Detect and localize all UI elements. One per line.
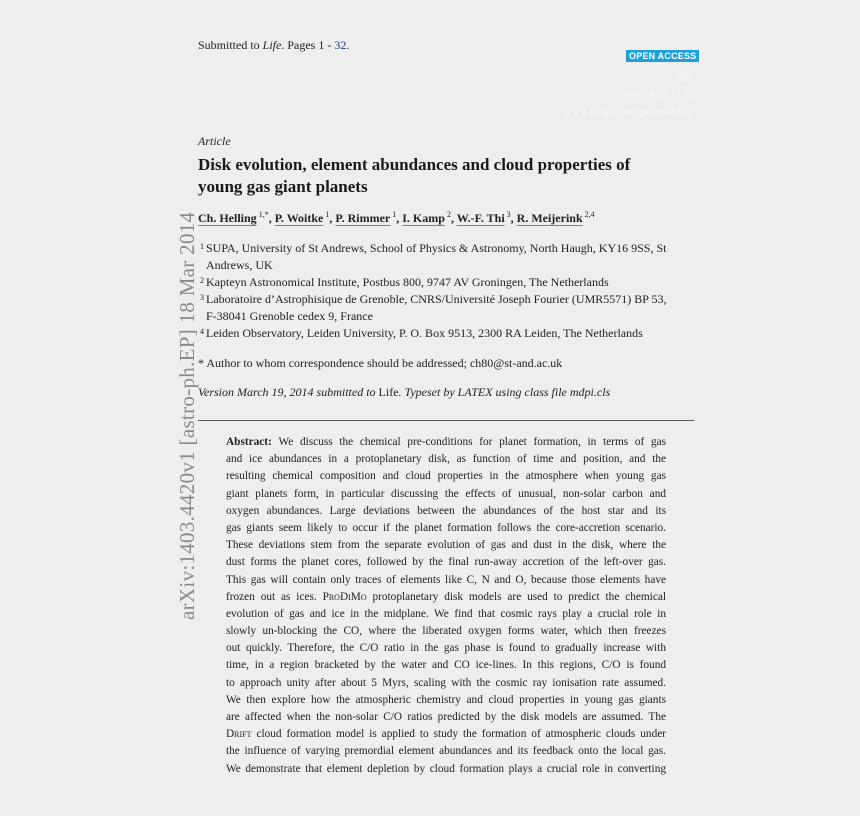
- abstract-line: time, in a region bracketed by the water and CO ice-lines. In this regions, C/O is found: [226, 659, 666, 672]
- abstract-line: Abstract: We discuss the chemical pre-conditions for planet formation, in terms of gas: [226, 436, 666, 448]
- affiliation-text: Laboratoire d’Astrophisique de Grenoble, CNRS/Université Joseph Fourier (UMR5571) BP 53,: [206, 292, 667, 306]
- author-name[interactable]: P. Rimmer: [335, 211, 391, 225]
- latex-logo: LATEX: [457, 385, 493, 399]
- author-name[interactable]: Ch. Helling: [198, 211, 257, 225]
- abstract-line: This gas will contain only traces of elements like C, N and O, because those elements have: [226, 573, 666, 586]
- abstract-line: are affected when the non-solar C/O ratios predicted by the disk models are assumed. The: [226, 711, 666, 723]
- submission-line: Submitted to Life. Pages 1 - 32.: [198, 38, 350, 52]
- author-affiliation-mark: 1: [323, 210, 330, 219]
- affiliation-item: [198, 274, 670, 291]
- section-divider: [198, 420, 694, 421]
- affiliation-item: [198, 240, 670, 274]
- version-line: Version March 19, 2014 submitted to Life. Typeset by LATEX using class file mdpi.cls: [198, 385, 611, 399]
- abstract-line: These deviations stem from the separate evolution of gas and dust in the disk, where the: [226, 539, 666, 552]
- affiliation-item: [198, 291, 670, 325]
- author-list: Ch. Helling $^{1,*}$, P. Woitke $^1$, P. Rimmer $^1$, I. Kamp $^2$, W.-F. Thi $^3$, R. Meijerink $^{2,4}$: [198, 210, 595, 225]
- affiliation-text: Leiden Observatory, Leiden University, P. O. Box 9513, 2300 RA Leiden, The Netherlands: [206, 326, 643, 340]
- article-type: Article: [198, 134, 231, 148]
- affiliation-number: 4: [200, 327, 204, 336]
- abstract-line: out quickly. Therefore, the C/O ratio in the gas phase is found to gradually increase with: [226, 642, 666, 655]
- author-affiliation-mark: 1,*: [256, 210, 269, 219]
- affiliation-text: SUPA, University of St Andrews, School of Physics & Astronomy, North Haugh, KY16 9SS, St: [206, 241, 667, 255]
- affiliation-number: 1: [200, 242, 204, 251]
- author-name[interactable]: P. Woitke: [274, 211, 324, 225]
- author-affiliation-mark: 1: [390, 210, 397, 219]
- abstract-line: oxygen abundances. Large deviations between the abundances of the host star and its: [226, 504, 666, 517]
- affiliation-number: 2: [200, 276, 204, 285]
- abstract-line: giant planets form, in particular discussing the effects of unusual, non-solar carbon and: [226, 487, 666, 500]
- abstract-line: and ice abundances in a protoplanetary disk, as function of time and position, and the: [226, 453, 666, 466]
- abstract-line: slowly un-blocking the CO, where the liberated oxygen forms water, which then freezes: [226, 625, 666, 638]
- abstract-line: the influence of varying premordial element abundances and its feedback onto the local gas.: [226, 745, 666, 758]
- pages-link[interactable]: 32: [334, 38, 347, 52]
- affiliation-text: Kapteyn Astronomical Institute, Postbus 800, 9747 AV Groningen, The Netherlands: [206, 275, 609, 289]
- affiliations: [198, 240, 670, 342]
- abstract-line: evolution of gas and ice in the midplane. We find that cosmic rays play a crucial role in: [226, 607, 666, 620]
- abstract-label: Abstract:: [226, 436, 279, 448]
- arxiv-side-stamp: arXiv:1403.4420v1 [astro-ph.EP] 18 Mar 2014: [175, 211, 199, 620]
- correspondence-note: * Author to whom correspondence should be addressed; ch80@st-and.ac.uk: [198, 356, 563, 370]
- abstract-line: We then explore how the atmospheric chemistry and cloud properties in young gas giants: [226, 693, 666, 706]
- author-affiliation-mark: 2: [444, 210, 451, 219]
- affiliation-text-continued: F-38041 Grenoble cedex 9, France: [206, 309, 373, 323]
- author-affiliation-mark: 2,4: [582, 210, 595, 219]
- open-access-badge: OPEN ACCESS: [626, 50, 699, 62]
- abstract: [226, 434, 666, 778]
- abstract-line: to approach unity after about 5 Myrs, scaling with the cosmic ray ionisation rate assumed.: [226, 676, 666, 689]
- abstract-line: gas giants seem likely to occur if the planet formation follows the core-accretion scenario.: [226, 521, 666, 534]
- author-name[interactable]: I. Kamp: [402, 211, 445, 225]
- affiliation-text-continued: Andrews, UK: [206, 258, 273, 272]
- abstract-line: We demonstrate that element depletion by cloud formation plays a crucial role in converting: [226, 762, 666, 775]
- abstract-line: resulting chemical composition and cloud properties in the atmosphere when young gas: [226, 470, 666, 483]
- abstract-line: Drift cloud formation model is applied to study the formation of atmospheric clouds under: [226, 728, 666, 741]
- affiliation-number: 3: [200, 293, 204, 302]
- author-name[interactable]: W.-F. Thi: [456, 211, 505, 225]
- journal-watermark: life ISSN 2075-1729 www.mdpi.com/journal/life: [563, 72, 692, 118]
- paper-title: Disk evolution, element abundances and cloud properties of young gas giant planets: [198, 155, 631, 196]
- author-name[interactable]: R. Meijerink: [516, 211, 583, 225]
- abstract-line: dust forms the planet cores, followed by the final run-away accretion of the left-over gas.: [226, 556, 666, 569]
- affiliation-item: [198, 325, 670, 342]
- abstract-line: frozen out as ices. ProDiMo protoplanetary disk models are used to predict the chemical: [226, 590, 666, 603]
- author-affiliation-mark: 3: [504, 210, 511, 219]
